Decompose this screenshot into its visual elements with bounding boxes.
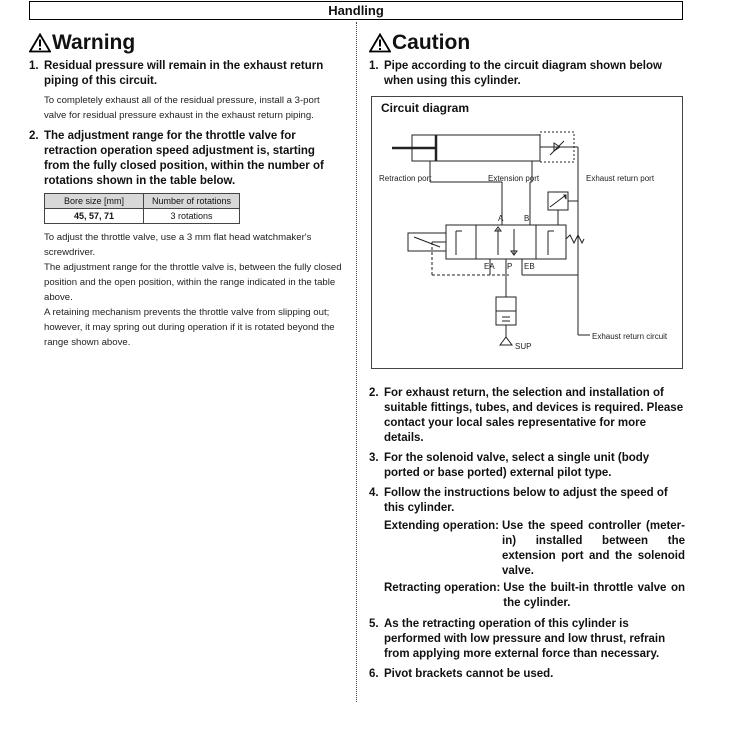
caution-item-1-num: 1. (369, 60, 379, 72)
warning-item-2-num: 2. (29, 130, 39, 142)
valve-block-right (536, 225, 566, 259)
caution-item-1 (369, 59, 685, 89)
warning-heading (29, 30, 343, 56)
caution-item-2 (369, 386, 685, 446)
warning-item-2-body-3: A retaining mechanism prevents the throttle valve from slipping out; however, it may spring out during operation if it is rotated beyond the range shown above. (44, 307, 335, 348)
warning-column (29, 30, 343, 350)
caution-item-6 (369, 667, 685, 682)
caution-item-6-text: Pivot brackets cannot be used. (384, 668, 554, 680)
valve-block-left (446, 225, 476, 259)
warning-item-2-body-2: The adjustment range for the throttle valve is, between the fully closed position and the open position, within the range indicated in the table above. (44, 262, 342, 303)
caution-item-4 (369, 486, 685, 516)
supply-symbol (500, 337, 512, 345)
return-spring (566, 235, 584, 243)
caution-triangle-icon (369, 33, 391, 53)
extending-operation (369, 519, 685, 579)
retracting-operation-text: Use the built-in throttle valve on the cylinder. (503, 582, 685, 609)
label-exhaust-return-circuit: Exhaust return circuit (592, 332, 668, 341)
caution-item-2-num: 2. (369, 387, 379, 399)
label-b: B (524, 214, 530, 223)
rotation-table-cell-bore: 45, 57, 71 (45, 209, 144, 224)
rotation-table-header-bore: Bore size [mm] (45, 194, 144, 209)
label-extension-port: Extension port (488, 174, 540, 183)
caution-column (369, 30, 685, 682)
caution-heading-text: Caution (392, 31, 471, 54)
warning-item-1-title (29, 59, 343, 89)
caution-heading (369, 30, 685, 56)
label-a: A (498, 214, 504, 223)
extending-operation-label: Extending operation: (384, 520, 499, 532)
warning-heading-text: Warning (52, 31, 136, 54)
caution-item-6-num: 6. (369, 668, 379, 680)
warning-item-2-text: The adjustment range for the throttle valve for retraction operation speed adjustment is, starting from the fully closed position, within the number of rotations shown in the table below. (44, 130, 324, 187)
warning-item-2-title (29, 129, 343, 189)
caution-item-5-text: As the retracting operation of this cylinder is performed with low pressure and low thrust, refrain from applying more external force than necessary. (384, 618, 666, 660)
warning-item-1-num: 1. (29, 60, 39, 72)
caution-item-3-num: 3. (369, 452, 379, 464)
warning-triangle-icon (29, 33, 51, 53)
caution-item-5-num: 5. (369, 618, 379, 630)
label-p: P (507, 262, 513, 271)
label-retraction-port: Retraction port (379, 174, 432, 183)
caution-item-4-text: Follow the instructions below to adjust the speed of this cylinder. (384, 487, 668, 514)
retracting-operation (369, 581, 685, 611)
column-divider (356, 22, 357, 702)
caution-item-2-text: For exhaust return, the selection and installation of suitable fittings, tubes, and devices is required. Please contact your local sales representative for more details. (384, 387, 684, 444)
label-sup: SUP (515, 342, 532, 351)
label-exhaust-return-port: Exhaust return port (586, 174, 655, 183)
warning-item-1-body: To completely exhaust all of the residual pressure, install a 3-port valve for residual pressure exhaust in the exhaust return piping. (44, 95, 320, 121)
label-eb: EB (524, 262, 535, 271)
caution-item-1-text: Pipe according to the circuit diagram shown below when using this cylinder. (384, 60, 662, 87)
table-row (45, 209, 240, 224)
caution-item-3-text: For the solenoid valve, select a single unit (body ported or base ported) external pilot type. (384, 452, 650, 479)
circuit-diagram (371, 96, 683, 369)
warning-item-2-body-1: To adjust the throttle valve, use a 3 mm flat head watchmaker's screwdriver. (44, 232, 312, 258)
valve-block-mid (476, 225, 536, 259)
section-header: Handling (29, 1, 683, 20)
circuit-drawing (372, 97, 682, 368)
warning-item-1-text: Residual pressure will remain in the exhaust return piping of this circuit. (44, 60, 324, 87)
rotation-table-cell-rotations: 3 rotations (144, 209, 240, 224)
caution-item-4-num: 4. (369, 487, 379, 499)
rotation-table-header-rotations: Number of rotations (144, 194, 240, 209)
extending-operation-text: Use the speed controller (meter-in) installed between the extension port and the solenoid valve. (502, 520, 685, 577)
label-ea: EA (484, 262, 495, 271)
rotation-table (44, 193, 240, 224)
rotation-table-header (45, 194, 240, 209)
caution-item-3 (369, 451, 685, 481)
caution-item-5 (369, 617, 685, 662)
retracting-operation-label: Retracting operation: (384, 582, 501, 594)
circuit-diagram-title: Circuit diagram (381, 101, 470, 115)
